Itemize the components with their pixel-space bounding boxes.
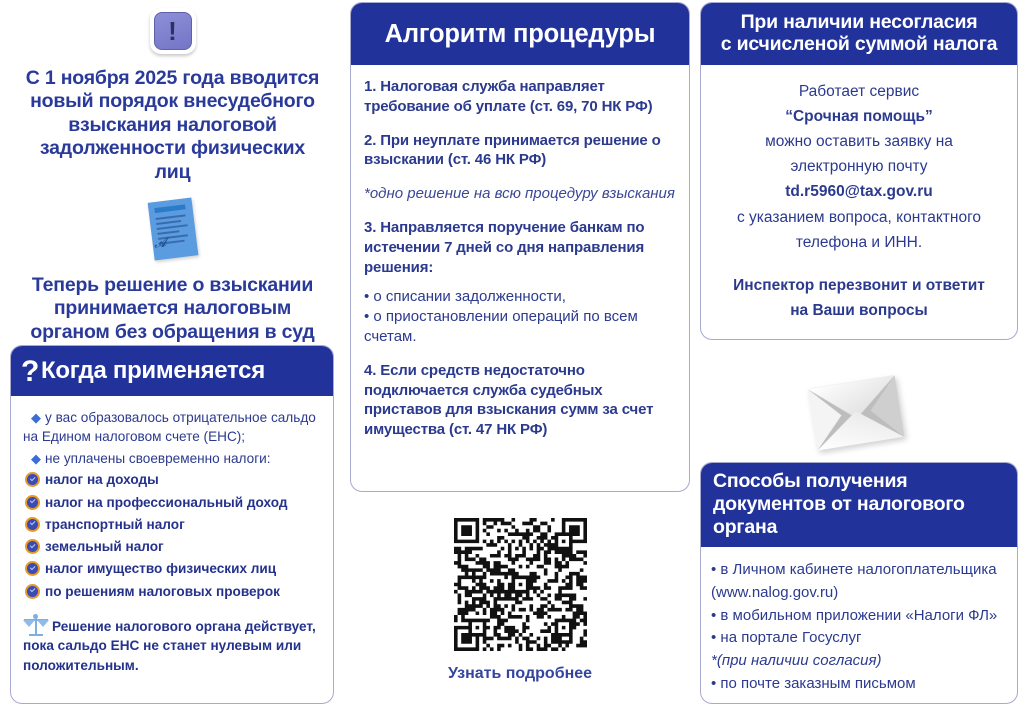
check-circle-icon	[25, 561, 40, 576]
bullet-text: не уплачены своевременно налоги:	[45, 450, 271, 466]
check-circle-icon	[25, 495, 40, 510]
algorithm-step-1: 1. Налоговая служба направляет требование об уплате (ст. 69, 70 НК РФ)	[364, 78, 653, 115]
methods-body	[701, 547, 1017, 702]
hero-title: С 1 ноября 2025 года вводится новый порядок внесудебного взыскания налоговой задолженности физических лиц	[25, 67, 320, 183]
when-applied-panel	[10, 345, 334, 704]
decision-note-text: Решение налогового органа действует, пока сальдо ЕНС не станет нулевым или положительным.	[23, 618, 316, 673]
callback-line-2: на Ваши вопросы	[790, 301, 928, 319]
methods-header: Способы получения документов от налогового органа	[701, 463, 1017, 547]
algorithm-asterisk-note: *одно решение на всю процедуру взыскания	[364, 185, 675, 203]
request-line-3: с указанием вопроса, контактного	[736, 208, 982, 226]
document-signature: 𝓐	[152, 234, 167, 251]
exclamation-glyph: !	[154, 12, 192, 50]
algorithm-panel	[350, 2, 690, 492]
methods-note: *(при наличии согласия)	[711, 652, 882, 670]
algorithm-step-3-sub-1: • о списании задолженности,	[364, 288, 566, 306]
when-applied-body	[11, 396, 333, 681]
qr-code-icon[interactable]	[454, 518, 587, 651]
qr-caption: Узнать подробнее	[447, 665, 593, 682]
tax-label: налог на профессиональный доход	[45, 494, 288, 510]
spacer	[711, 255, 1007, 273]
list-item	[23, 449, 323, 468]
disagreement-body	[701, 65, 1017, 331]
method-item: • по почте заказным письмом	[711, 674, 916, 692]
algorithm-header: Алгоритм процедуры	[351, 3, 689, 65]
exclamation-icon	[150, 8, 196, 54]
support-email[interactable]: td.r5960@tax.gov.ru	[785, 183, 933, 201]
diamond-bullet-icon: ◆	[31, 410, 41, 425]
tax-label: налог имущество физических лиц	[45, 561, 277, 577]
tax-label: земельный налог	[45, 539, 164, 555]
service-intro: Работает сервис	[798, 83, 920, 100]
list-item	[23, 559, 323, 578]
disagreement-header	[701, 3, 1017, 65]
list-item	[23, 470, 323, 489]
when-applied-header	[11, 346, 333, 396]
tax-label: налог на доходы	[45, 472, 159, 488]
check-circle-icon	[25, 517, 40, 532]
algorithm-body	[351, 65, 689, 462]
algorithm-step-3-sub-2: • о приостановлении операций по всем счетам.	[364, 308, 638, 345]
list-item	[23, 515, 323, 534]
scales-of-justice-icon	[23, 614, 49, 636]
request-line-4: телефона и ИНН.	[795, 233, 923, 251]
check-circle-icon	[25, 472, 40, 487]
list-item	[23, 582, 323, 601]
bullet-text: у вас образовалось отрицательное сальдо на Едином налоговом счете (ЕНС);	[23, 410, 316, 445]
algorithm-step-3: 3. Направляется поручение банкам по истечении 7 дней со дня направления решения:	[364, 218, 645, 276]
algorithm-step-4: 4. Если средств недостаточно подключается служба судебных приставов для взыскания сумм за счет имущества (ст. 47 НК РФ)	[364, 361, 654, 439]
service-name: “Срочная помощь”	[785, 108, 933, 126]
signed-document-icon	[145, 198, 201, 260]
list-item	[23, 493, 323, 512]
method-item: • на портале Госуслуг	[711, 629, 862, 647]
question-mark-icon: ?	[21, 355, 40, 388]
method-item: • в Личном кабинете налогоплательщика	[711, 561, 997, 578]
disagreement-panel	[700, 2, 1018, 340]
algorithm-step-2: 2. При неуплате принимается решение о взыскании (ст. 46 НК РФ)	[364, 131, 661, 169]
request-line-2: электронную почту	[790, 158, 928, 176]
decision-note	[23, 614, 323, 675]
check-circle-icon	[25, 584, 40, 599]
disagreement-header-line-2: с исчисленой суммой налога	[720, 33, 998, 55]
method-item: • в мобильном приложении «Налоги ФЛ»	[711, 606, 998, 624]
method-item-url[interactable]: (www.nalog.gov.ru)	[711, 583, 839, 601]
tax-label: по решениям налоговых проверок	[45, 583, 280, 599]
list-item	[23, 408, 323, 447]
callback-line-1: Инспектор перезвонит и ответит	[733, 276, 985, 294]
hero-section	[0, 0, 345, 343]
disagreement-header-line-1: При наличии несогласия	[740, 11, 978, 34]
qr-section	[350, 500, 690, 722]
list-item	[23, 537, 323, 556]
when-applied-header-text: Когда применяется	[41, 357, 265, 384]
check-circle-icon	[25, 539, 40, 554]
hero-subtitle: Теперь решение о взыскании принимается налоговым органом без обращения в суд	[30, 273, 315, 343]
request-line-1: можно оставить заявку на	[765, 133, 953, 151]
envelope-icon	[805, 373, 906, 453]
document-delivery-methods-panel	[700, 462, 1018, 704]
diamond-bullet-icon: ◆	[31, 450, 41, 466]
tax-label: транспортный налог	[45, 516, 185, 532]
